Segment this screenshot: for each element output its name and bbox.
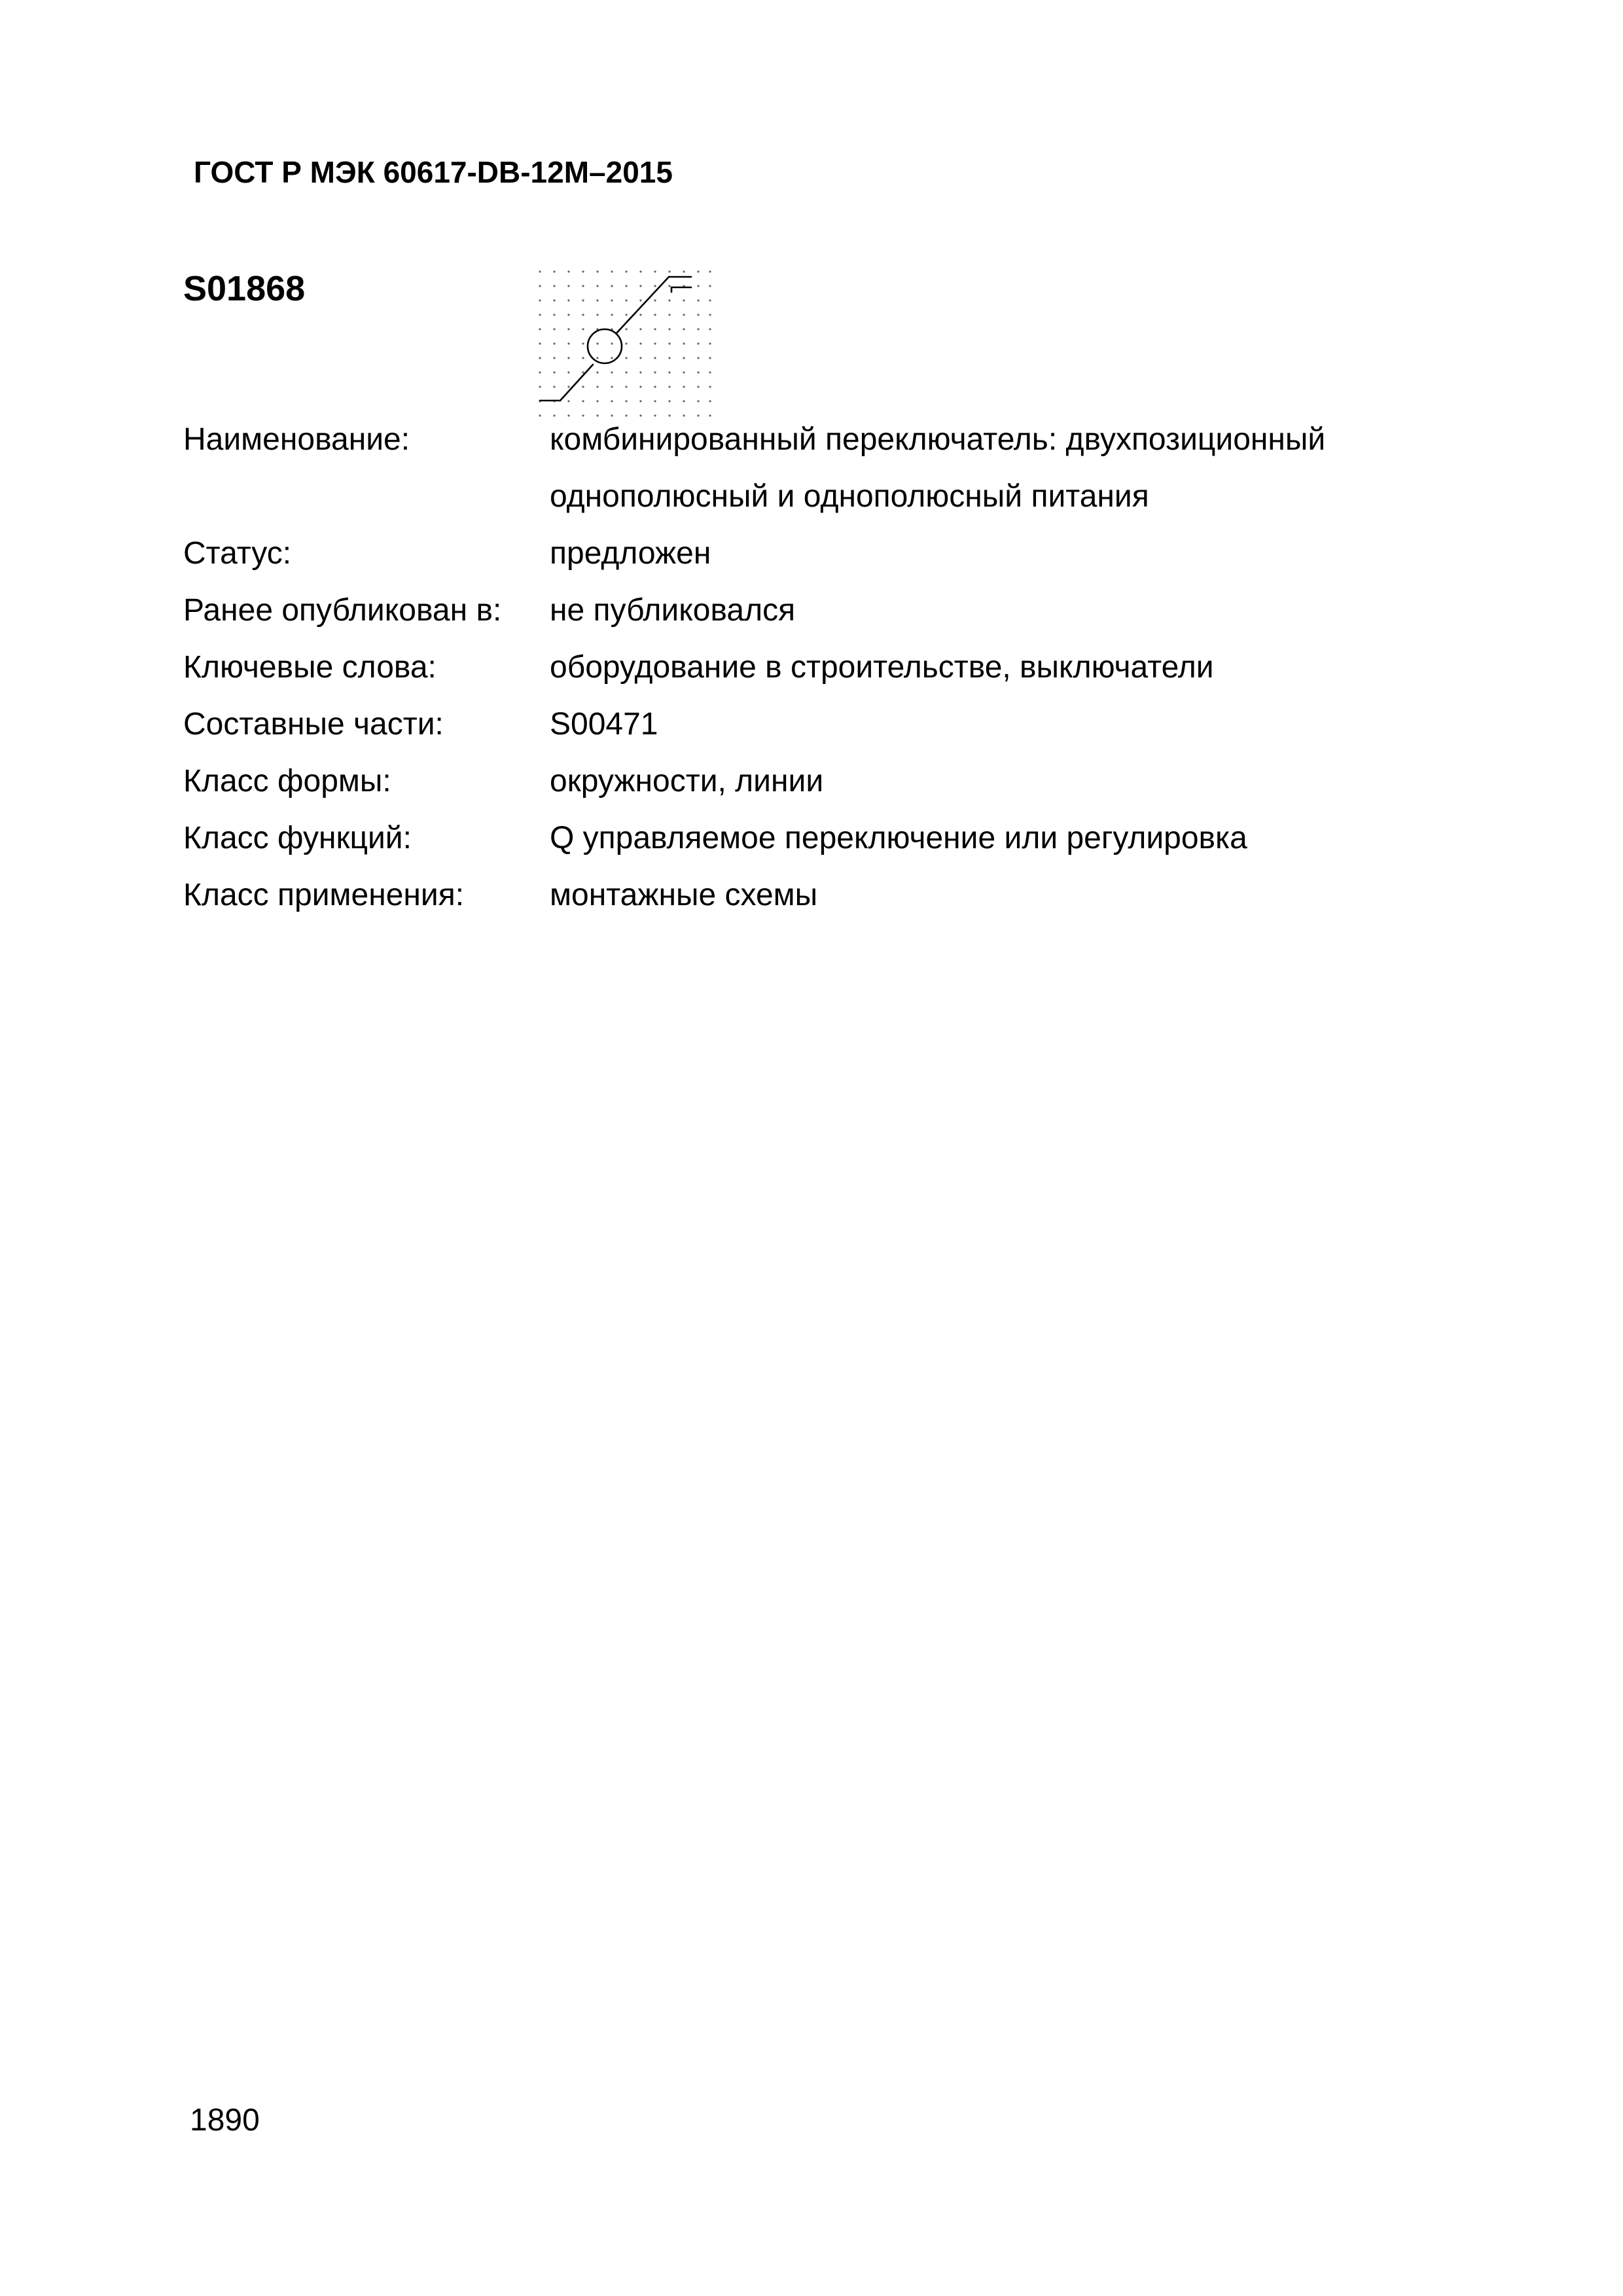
- shape-class-value: окружности, линии: [550, 764, 824, 798]
- name-value-line1: комбинированный переключатель: двухпозиционный: [550, 422, 1326, 457]
- symbol-code: S01868: [183, 269, 306, 308]
- application-class-value: монтажные схемы: [550, 878, 818, 912]
- name-value-line2: однополюсный и однополюсный питания: [550, 479, 1149, 514]
- components-label: Составные части:: [183, 707, 444, 742]
- name-label: Наименование:: [183, 422, 410, 457]
- function-class-value: Q управляемое переключение или регулировка: [550, 821, 1247, 855]
- function-class-label: Класс функций:: [183, 821, 412, 855]
- previously-published-value: не публиковался: [550, 593, 796, 628]
- page-number: 1890: [190, 2103, 260, 2138]
- keywords-value: оборудование в строительстве, выключатели: [550, 650, 1214, 685]
- status-label: Статус:: [183, 536, 292, 571]
- symbol-figure: [537, 268, 713, 422]
- status-value: предложен: [550, 536, 711, 571]
- combined-switch-symbol-icon: [537, 268, 713, 422]
- components-value: S00471: [550, 707, 658, 742]
- keywords-label: Ключевые слова:: [183, 650, 437, 685]
- previously-published-label: Ранее опубликован в:: [183, 593, 502, 628]
- document-header: ГОСТ Р МЭК 60617-DB-12М–2015: [194, 155, 673, 189]
- application-class-label: Класс применения:: [183, 878, 465, 912]
- shape-class-label: Класс формы:: [183, 764, 391, 798]
